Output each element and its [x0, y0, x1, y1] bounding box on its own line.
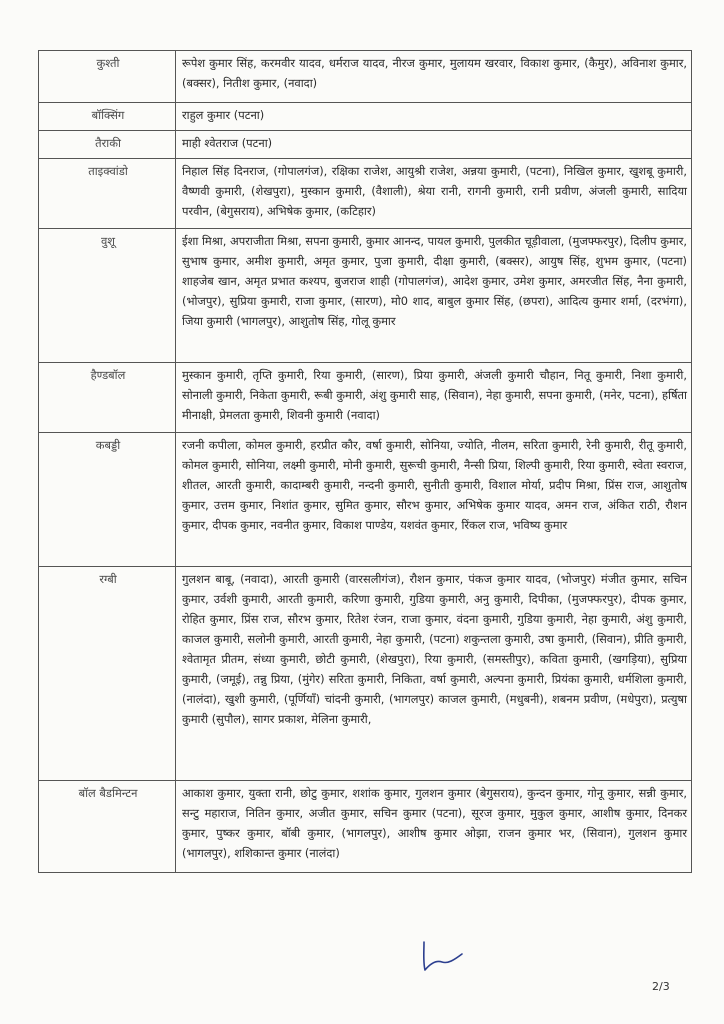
player-names: मुस्कान कुमारी, तृप्ति कुमारी, रिया कुमारी, (सारण), प्रिया कुमारी, अंजली कुमारी चौहान, नितू कुमारी, निशा कुमारी, सोनाली कुमारी, निकेता कुमारी, रूबी कुमारी, अंशु कुमारी साह, (सिवान), नेहा कुमारी, सपना कुमारी, (मनेर, पटना), हर्षिता मीनाक्षी, प्रेमलता कुमारी, शिवनी कुमारी (नवादा) [176, 363, 692, 433]
player-names: रजनी कपीला, कोमल कुमारी, हरप्रीत कौर, वर्षा कुमारी, सोनिया, ज्योति, नीलम, सरिता कुमारी, रेनी कुमारी, रीतू कुमारी, कोमल कुमारी, सोनिया, लक्ष्मी कुमारी, मोनी कुमारी, सुरूची कुमारी, नैन्सी प्रिया, शिल्पी कुमारी, रिया कुमारी, स्वेता स्वराज, शीतल, आरती कुमारी, कादाम्बरी कुमारी, नन्दनी कुमारी, सुनीती कुमारी, विशाल मोर्या, प्रदीप मिश्रा, प्रिंस राज, आशुतोष कुमार, उत्तम कुमार, निशांत कुमार, सुमित कुमार, सौरभ कुमार, अभिषेक कुमार यादव, अमन राज, अंकित राठी, रौशन कुमार, दीपक कुमार, नवनीत कुमार, विकाश पाण्डेय, यशवंत कुमार, रिंकल राज, भविष्य कुमार [176, 433, 692, 567]
sport-name: रग्बी [39, 567, 176, 781]
sport-name: बॉल बैडमिन्टन [39, 781, 176, 873]
sport-name: बॉक्सिंग [39, 103, 176, 131]
player-names: रूपेश कुमार सिंह, करमवीर यादव, धर्मराज यादव, नीरज कुमार, मुलायम खरवार, विकाश कुमार, (कैमुर), अविनाश कुमार, (बक्सर), नितीश कुमार, (नवादा) [176, 51, 692, 103]
player-names: माही श्वेतराज (पटना) [176, 131, 692, 159]
table-row [39, 781, 692, 873]
table-row [39, 103, 692, 131]
table-row [39, 363, 692, 433]
sport-name: हैण्डबॉल [39, 363, 176, 433]
signature-mark [418, 938, 464, 972]
table-row [39, 567, 692, 781]
player-names: ईशा मिश्रा, अपराजीता मिश्रा, सपना कुमारी, कुमार आनन्द, पायल कुमारी, पुलकीत चूड़ीवाला, (मुजफ्फरपुर), दिलीप कुमार, सुभाष कुमार, अमीश कुमारी, अमृत कुमार, पुजा कुमारी, दीक्षा कुमारी, (बक्सर), आयुष सिंह, शुभम कुमार, (पटना) शाहजेब खान, अमृत प्रभात कश्यप, बुजराज शाही (गोपालगंज), आदेश कुमार, उमेश कुमार, अमरजीत सिंह, नैना कुमारी, (भोजपुर), सुप्रिया कुमारी, राजा कुमार, (सारण), मो0 शाद, बाबुल कुमार सिंह, (छपरा), आदित्य कुमार शर्मा, (दरभंगा), जिया कुमारी (भागलपुर), आशुतोष सिंह, गोलू कुमार [176, 229, 692, 363]
table-row [39, 51, 692, 103]
sport-name: कबड्डी [39, 433, 176, 567]
table-row [39, 131, 692, 159]
sport-name: वुशू [39, 229, 176, 363]
player-names: आकाश कुमार, युक्ता रानी, छोटु कुमार, शशांक कुमार, गुलशन कुमार (बेगुसराय), कुन्दन कुमार, गोनू कुमार, सन्नी कुमार, सन्टु महाराज, नितिन कुमार, अजीत कुमार, सचिन कुमार (पटना), सूरज कुमार, मुकुल कुमार, आशीष कुमार, दिनकर कुमार, पुष्कर कुमार, बॉबी कुमार, (भागलपुर), आशीष कुमार ओझा, राजन कुमार भर, (सिवान), गुलशन कुमार (भागलपुर), शशिकान्त कुमार (नालंदा) [176, 781, 692, 873]
table-row [39, 229, 692, 363]
player-names: गुलशन बाबू, (नवादा), आरती कुमारी (वारसलीगंज), रौशन कुमार, पंकज कुमार यादव, (भोजपुर) मंजीत कुमार, सचिन कुमार, उर्वशी कुमारी, आरती कुमारी, करिणा कुमारी, गुडिया कुमारी, अनु कुमारी, दिपीका, (मुजफ्फरपुर), दीपक कुमार, रोहित कुमार, प्रिंस राज, सौरभ कुमार, रितेश रंजन, राजा कुमार, वंदना कुमारी, गुडिया कुमारी, नेहा कुमारी, अंशु कुमारी, काजल कुमारी, सलोनी कुमारी, आरती कुमारी, नेहा कुमारी, (पटना) शकुन्तला कुमारी, उषा कुमारी, (सिवान), प्रीति कुमारी, श्वेतामृत प्रीतम, संध्या कुमारी, छोटी कुमारी, (शेखपुरा), रिया कुमारी, (समस्तीपुर), कविता कुमारी, (खगड़िया), सुप्रिया कुमारी, (जमूई), तन्नु प्रिया, (मुंगेर) सरिता कुमारी, निकिता, वर्षा कुमारी, अल्पना कुमारी, प्रियंका कुमारी, धर्मशिला कुमारी, (नालंदा), खुशी कुमारी, (पूर्णियाँ) चांदनी कुमारी, (भागलपुर) काजल कुमारी, (मधुबनी), शबनम प्रवीण, (मधेपुरा), प्रत्युषा कुमारी (सुपौल), सागर प्रकाश, मेलिना कुमारी, [176, 567, 692, 781]
sport-name: ताइक्वांडो [39, 159, 176, 229]
sport-name: कुश्ती [39, 51, 176, 103]
sport-name: तैराकी [39, 131, 176, 159]
player-names: राहुल कुमार (पटना) [176, 103, 692, 131]
table-row [39, 159, 692, 229]
table-row [39, 433, 692, 567]
page-number: 2/3 [652, 980, 670, 993]
sports-players-table [38, 50, 692, 873]
player-names: निहाल सिंह दिनराज, (गोपालगंज), रक्षिका राजेश, आयुश्री राजेश, अन्नया कुमारी, (पटना), निखिल कुमार, खुशबू कुमारी, वैष्णवी कुमारी, (शेखपुरा), मुस्कान कुमारी, (वैशाली), श्रेया रानी, रागनी कुमारी, रानी प्रवीण, अंजली कुमारी, सादिया परवीन, (बेगुसराय), अभिषेक कुमार, (कटिहार) [176, 159, 692, 229]
